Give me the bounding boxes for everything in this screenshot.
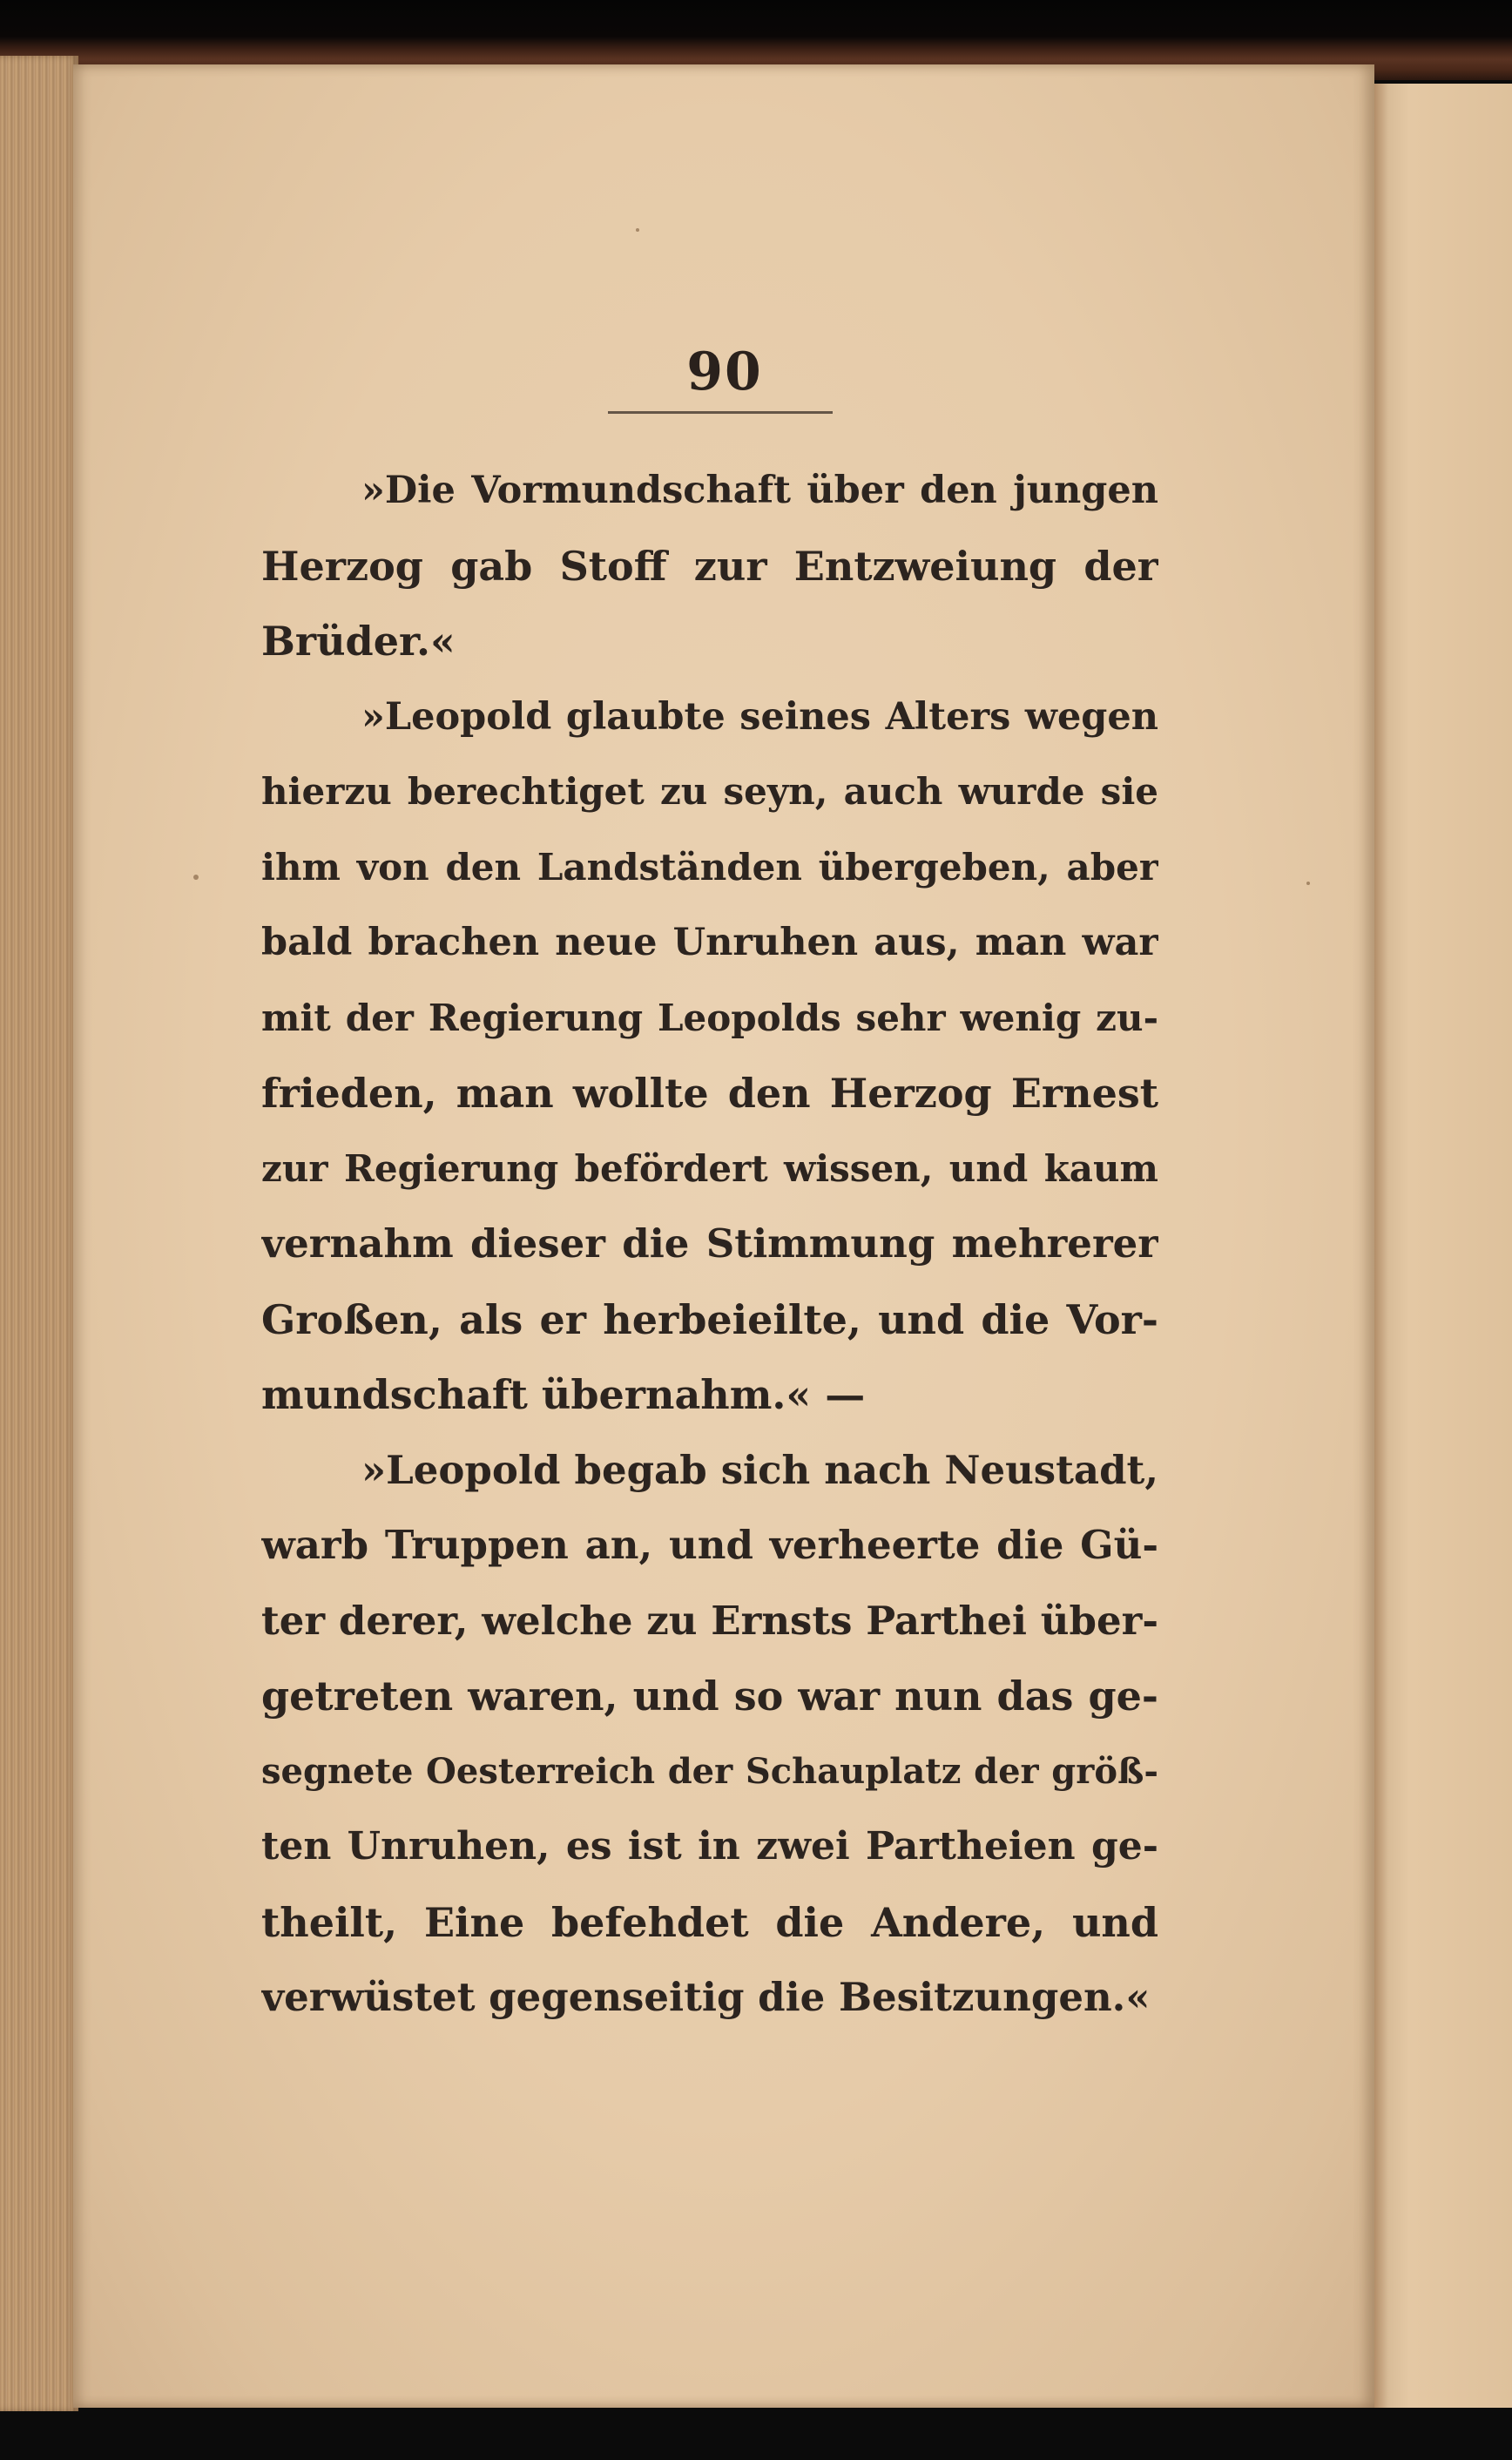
paper-fleck — [193, 875, 199, 880]
text-line: frieden, man wollte den Herzog Ernest — [261, 1070, 1158, 1117]
text-line: »Leopold glaubte seines Alters wegen — [361, 694, 1158, 739]
text-line: ihm von den Landständen übergeben, aber — [261, 845, 1158, 889]
text-line: theilt, Eine befehdet die Andere, und — [261, 1898, 1158, 1946]
header-rule — [608, 411, 833, 414]
text-line: »Leopold begab sich nach Neustadt, — [361, 1446, 1158, 1493]
text-line: vernahm dieser die Stimmung mehrerer — [261, 1220, 1158, 1267]
text-line: Großen, als er herbeieilte, und die Vor- — [261, 1295, 1158, 1343]
paper-fleck — [1306, 882, 1310, 885]
text-line: mit der Regierung Leopolds sehr wenig zu- — [261, 996, 1158, 1039]
text-line: ten Unruhen, es ist in zwei Partheien ge- — [261, 1824, 1158, 1869]
page-edges-left — [0, 56, 78, 2411]
text-line: warb Truppen an, und verheerte die Gü- — [261, 1522, 1158, 1568]
page-text — [261, 453, 1158, 2036]
text-line: getreten waren, und so war nun das ge- — [261, 1673, 1158, 1720]
text-line: mundschaft übernahm.« — — [261, 1371, 866, 1418]
text-line: Brüder.« — [261, 618, 456, 665]
text-line: hierzu berechtiget zu seyn, auch wurde sie — [261, 770, 1158, 813]
text-line: Herzog gab Stoff zur Entzweiung der — [261, 542, 1158, 590]
text-line: »Die Vormundschaft über den jungen — [361, 469, 1158, 512]
text-line: ter derer, welche zu Ernsts Parthei über- — [261, 1597, 1158, 1644]
adjacent-page-right — [1374, 84, 1512, 2408]
text-line: segnete Oesterreich der Schauplatz der größ- — [261, 1750, 1158, 1792]
page-number: 90 — [686, 341, 763, 402]
text-line: bald brachen neue Unruhen aus, man war — [261, 921, 1158, 964]
text-line: verwüstet gegenseitig die Besitzungen.« — [261, 1974, 1151, 2020]
text-line: zur Regierung befördert wissen, und kaum — [261, 1146, 1158, 1190]
paper-fleck — [636, 228, 639, 232]
